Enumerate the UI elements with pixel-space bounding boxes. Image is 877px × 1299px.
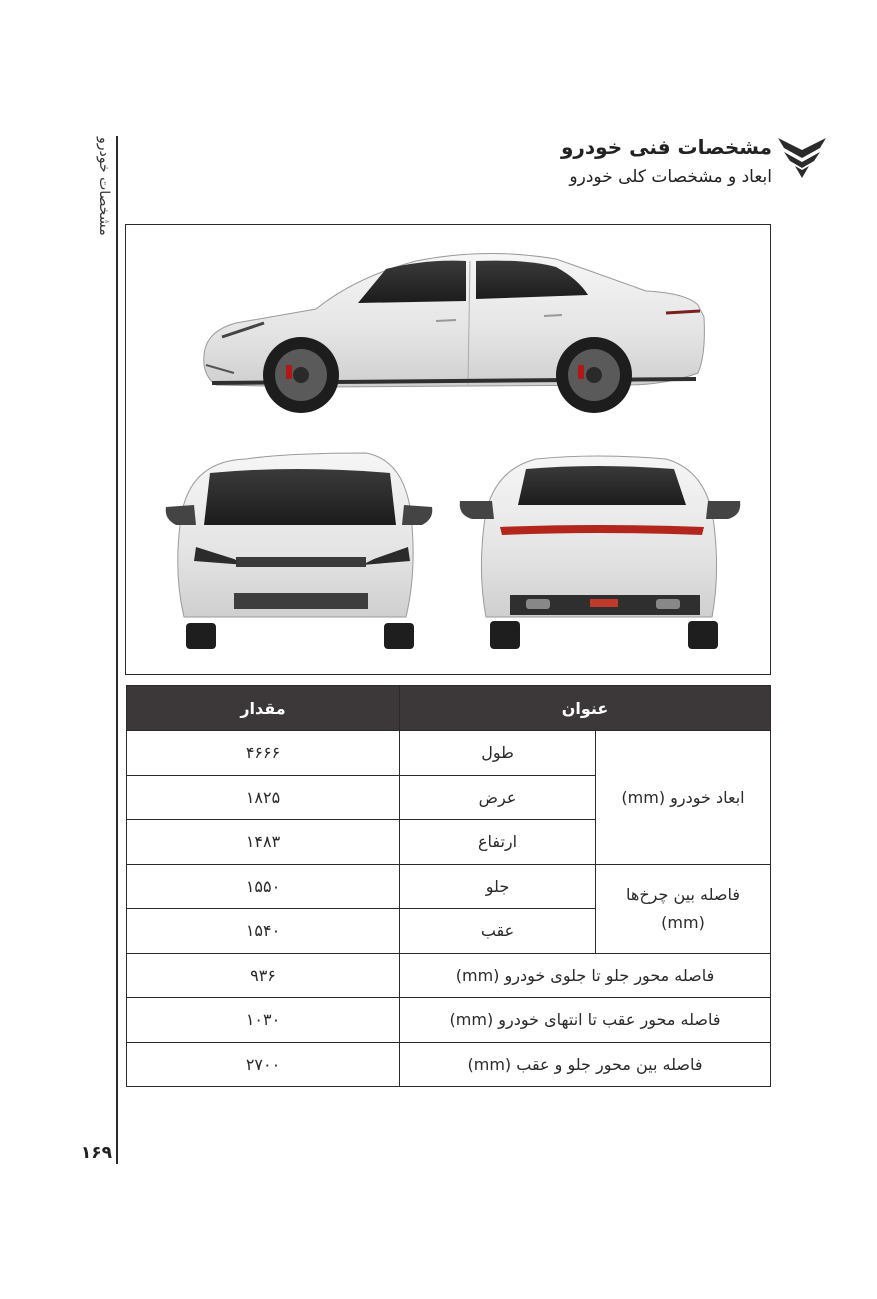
- header-value: مقدار: [127, 686, 400, 731]
- page-number: ۱۶۹: [80, 1143, 112, 1163]
- row-value: ۱۸۲۵: [127, 775, 400, 820]
- table-row: [127, 864, 771, 909]
- front-view: [166, 453, 433, 649]
- side-view: [204, 253, 705, 413]
- page-title: مشخصات فنی خودرو: [560, 135, 772, 159]
- table-row: [127, 1042, 771, 1087]
- table-row: [127, 731, 771, 776]
- row-value: ۱۵۴۰: [127, 909, 400, 954]
- row-value: ۴۶۶۶: [127, 731, 400, 776]
- row-value: ۱۰۳۰: [127, 998, 400, 1043]
- page-subtitle: ابعاد و مشخصات کلی خودرو: [569, 167, 772, 187]
- group-label: ابعاد خودرو (mm): [596, 731, 771, 865]
- row-value: ۹۳۶: [127, 953, 400, 998]
- table-header-row: [127, 686, 771, 731]
- row-sub-label: طول: [400, 731, 596, 776]
- row-value: ۱۴۸۳: [127, 820, 400, 865]
- specs-table: [126, 685, 771, 1087]
- row-value: ۱۵۵۰: [127, 864, 400, 909]
- table-row: [127, 953, 771, 998]
- table-row: [127, 998, 771, 1043]
- row-label: فاصله بین محور جلو و عقب (mm): [400, 1042, 771, 1087]
- header-title: عنوان: [400, 686, 771, 731]
- row-sub-label: ارتفاع: [400, 820, 596, 865]
- side-divider: [116, 136, 118, 1164]
- group-label: فاصله بین چرخ‌ها (mm): [596, 864, 771, 953]
- row-sub-label: عقب: [400, 909, 596, 954]
- brand-logo-icon: [776, 134, 828, 178]
- row-sub-label: عرض: [400, 775, 596, 820]
- row-label: فاصله محور عقب تا انتهای خودرو (mm): [400, 998, 771, 1043]
- side-section-title: مشخصات خودرو: [96, 137, 112, 236]
- page-header: [352, 133, 772, 191]
- vehicle-figure: [125, 224, 771, 675]
- rear-view: [460, 456, 741, 649]
- row-sub-label: جلو: [400, 864, 596, 909]
- row-label: فاصله محور جلو تا جلوی خودرو (mm): [400, 953, 771, 998]
- row-value: ۲۷۰۰: [127, 1042, 400, 1087]
